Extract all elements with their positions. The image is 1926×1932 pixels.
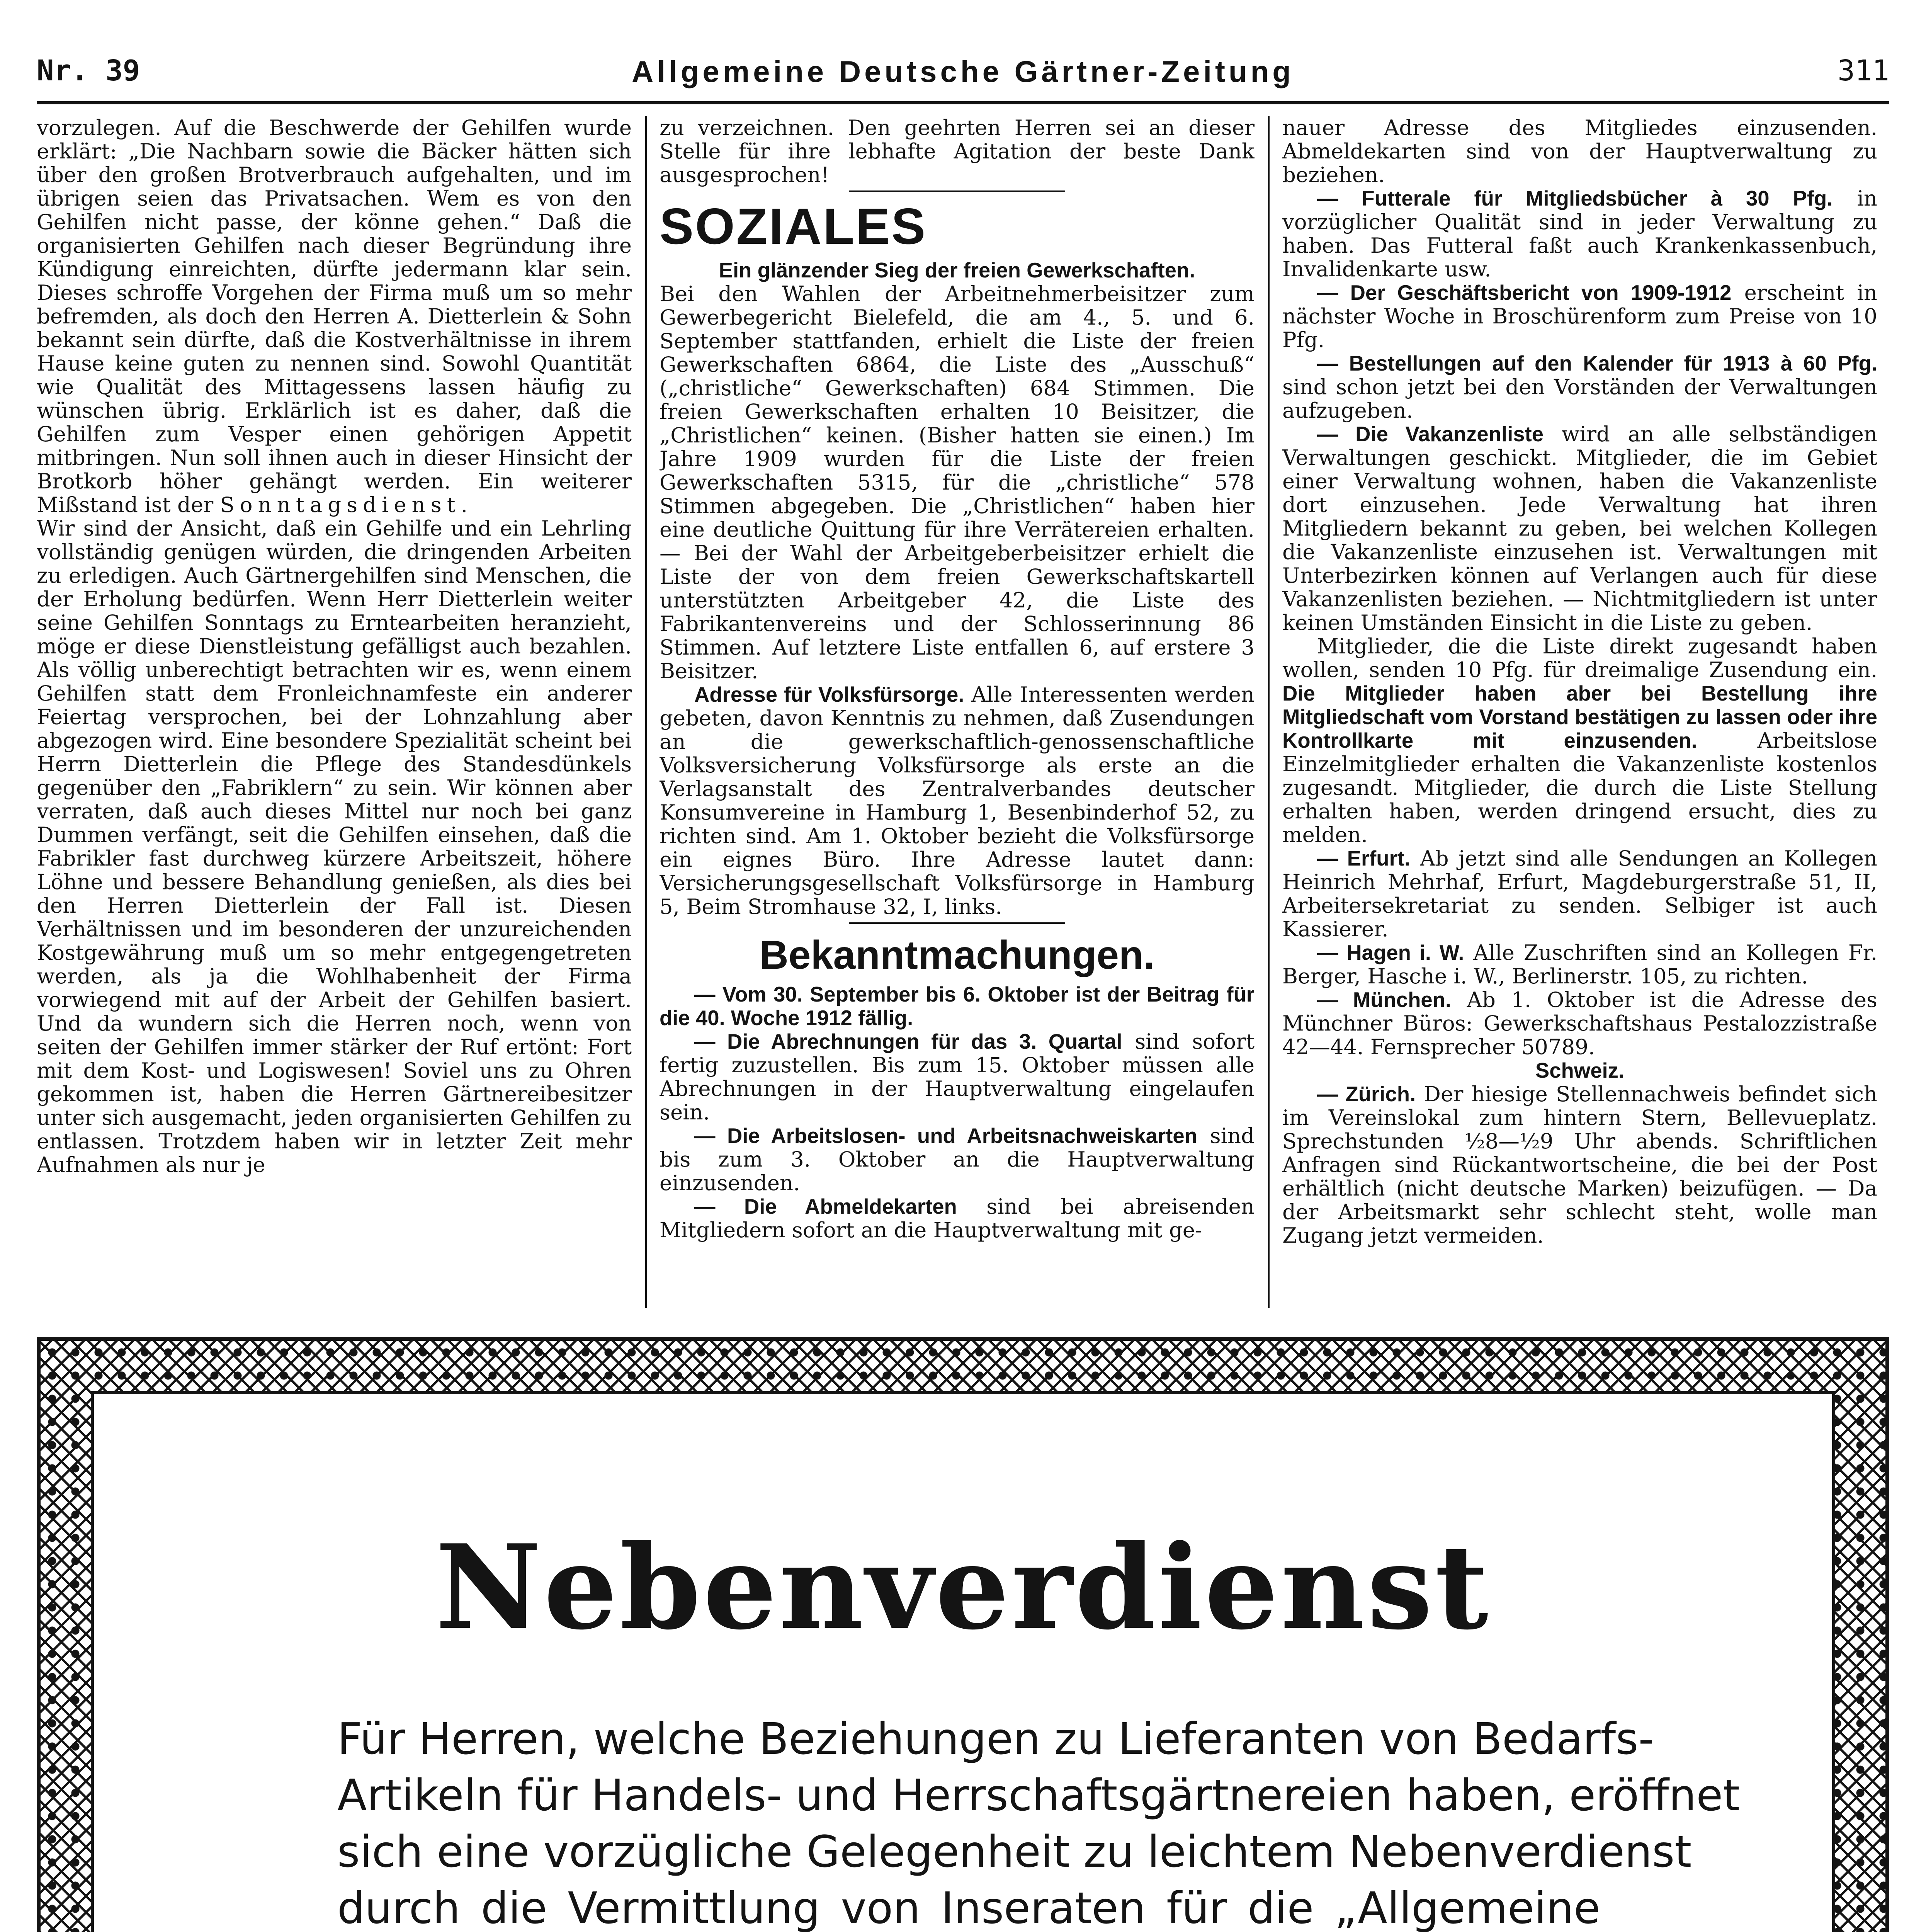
article-text: Alle Interessenten werden gebeten, davon Kenntnis zu nehmen, daß Zusendungen an die gewerkschaftlich-genossenschaftliche Volksversicherung Volksfürsorge als erste an die Verlagsanstalt des Zentralverbandes deutscher Konsumvereine in Hamburg 1, Besenbinderhof 52, zu richten sind. Am 1. Oktober bezieht die Volksfürsorge ein eignes Büro. Ihre Adresse lautet dann: Versicherungsgesellschaft Volksfürsorge in Hamburg 5, Beim Stromhause 32, I, links. [660, 682, 1255, 919]
notice-item [1282, 281, 1877, 352]
notice-item [1282, 422, 1877, 634]
notice-text: Ab 1. Oktober ist die Adresse des Münchner Büros: Gewerkschaftshaus Pestalozzistraße 42—44. Fernsprecher 50789. [1282, 987, 1877, 1059]
item-heading: Ein glänzender Sieg der freien Gewerkschaften. [719, 259, 1195, 282]
notice-item [1282, 988, 1877, 1059]
notice-text: sind bei abreisenden Mitgliedern sofort an die Hauptverwaltung mit ge- [660, 1194, 1255, 1242]
notice-title: — Bestellungen auf den Kalender für 1913 à 60 Pfg. [1317, 352, 1877, 375]
ad-line: Für Herren, welche Beziehungen zu Lieferanten von Bedarfs- [337, 1714, 1654, 1764]
notice-item [1282, 1082, 1877, 1247]
notice-title: — Die Abrechnungen für das 3. Quartal [694, 1030, 1122, 1053]
ad-body [337, 1711, 1740, 1932]
masthead: Allgemeine Deutsche Gärtner-Zeitung [632, 54, 1294, 88]
article-paragraph [660, 683, 1255, 918]
page-number: 311 [1838, 54, 1889, 87]
ad-line: durch die Vermittlung von Inseraten für die „Allgemeine [337, 1883, 1600, 1932]
notice-title: — Zürich. [1317, 1082, 1416, 1106]
notice-title: — München. [1317, 988, 1452, 1012]
header-rule [37, 101, 1889, 104]
column-rule [1268, 116, 1270, 1308]
notice-item [660, 1195, 1255, 1242]
notice-text: Der hiesige Stellennachweis befindet sich im Vereinslokal zum hintern Stern, Bellevueplatz. Sprechstunden ½8—½9 Uhr abends. Schriftlichen Anfragen sind Rückantwortscheine, die bei der Post erhältlich (nicht deutsche Marken) beizufügen. — Da der Arbeitsmarkt sehr schlecht steht, wolle man Zugang jetzt vermeiden. [1282, 1082, 1877, 1248]
section-heading-soziales: SOZIALES [660, 198, 927, 255]
ad-line: Artikeln für Handels- und Herrschaftsgärtnereien haben, eröffnet [337, 1770, 1740, 1821]
article-text: vorzulegen. Auf die Beschwerde der Gehilfen wurde erklärt: „Die Nachbarn sowie die Bäcker hätten sich über den großen Brotverbrauch aufgehalten, und im übrigen seien das Privatsachen. Wem es von den Gehilfen nicht passe, der könne gehen.“ Daß die organisierten Gehilfen nach dieser Begründung ihre Kündigung einreichten, dürfte jedermann klar sein. Dieses schroffe Vorgehen der Firma muß um so mehr befremden, als doch den Herren A. Dietterlein & Sohn bekannt sein dürfte, daß die Kostverhältnisse in ihrem Hause keine guten zu nennen sind. Sowohl Quantität wie Qualität des Mittagessens lassen häufig zu wünschen übrig. Erklärlich ist es daher, daß die Gehilfen zum Vesper einen gehörigen Appetit mitbringen. Nun soll ihnen auch in dieser Hinsicht der Brotkorb höher gehängt werden. Ein weiterer Mißstand ist der [37, 116, 632, 517]
ad-line: sich eine vorzügliche Gelegenheit zu leichtem Nebenverdienst [337, 1827, 1692, 1877]
notice-title: — Hagen i. W. [1317, 941, 1464, 964]
ad-title: Nebenverdienst [435, 1519, 1491, 1655]
emphasis-text: Sonntagsdienst. [220, 492, 473, 517]
article-paragraph: Bei den Wahlen der Arbeitnehmerbeisitzer zum Gewerbegericht Bielefeld, die am 4., 5. und 6. September stattfanden, erhielt die Liste der freien Gewerkschaften 6864, die Liste des „Ausschuß“ („christliche“ Gewerkschaften) 684 Stimmen. Die freien Gewerkschaften erhalten 10 Beisitzer, die „Christlichen“ keinen. (Bisher hatten sie einen.) Im Jahre 1909 wurden für die Liste der freien Gewerkschaften 5315, für die „christliche“ 578 Stimmen abgegeben. Die „Christlichen“ haben hier eine deutliche Quittung für ihre Verrätereien erhalten. — Bei der Wahl der Arbeitgeberbeisitzer erhielt die Liste der von dem freien Gewerkschaftskartell unterstützten Arbeitgeber 42, die Liste des Fabrikantenvereins und der Schlosserinnung 86 Stimmen. Auf letztere Liste entfallen 6, auf erstere 3 Beisitzer. [660, 281, 1255, 683]
notice-item [1282, 187, 1877, 281]
notice-item [660, 1030, 1255, 1124]
notice-item [660, 983, 1255, 1030]
article-paragraph: zu verzeichnen. Den geehrten Herren sei an dieser Stelle für ihre lebhafte Agitation der beste Dank ausgesprochen! [660, 116, 1255, 187]
advertisement-panel [91, 1391, 1835, 1932]
notice-text: Mitglieder, die die Liste direkt zugesandt haben wollen, senden 10 Pfg. für dreimalige Zusendung ein. [1282, 634, 1877, 682]
notice-title: — Erfurt. [1317, 847, 1411, 870]
article-columns [37, 116, 1889, 1308]
notice-text: sind bis zum 3. Oktober an die Hauptverwaltung einzusenden. [660, 1123, 1255, 1195]
notice-item [1282, 634, 1877, 847]
notice-title: — Futterale für Mitgliedsbücher à 30 Pfg. [1317, 187, 1833, 210]
notice-title: — Die Abmeldekarten [694, 1195, 957, 1218]
notice-title: — Vom 30. September bis 6. Oktober ist der Beitrag für die 40. Woche 1912 fällig. [660, 983, 1255, 1030]
notice-text: Arbeitslose Einzelmitglieder erhalten die Vakanzenliste kostenlos zugesandt. Mitglieder, die durch die Liste Stellung erhalten haben, werden dringend ersucht, dies zu melden. [1282, 728, 1877, 847]
notice-title: — Die Arbeitslosen- und Arbeitsnachweiskarten [694, 1124, 1197, 1148]
notice-text: sind sofort fertig zuzustellen. Bis zum 15. Oktober müssen alle Abrechnungen in der Hauptverwaltung eingelaufen sein. [660, 1029, 1255, 1124]
subsection-heading: Schweiz. [1535, 1059, 1625, 1082]
notice-text: Alle Zuschriften sind an Kollegen Fr. Berger, Hasche i. W., Berlinerstr. 105, zu richten. [1282, 940, 1877, 988]
column-1 [37, 116, 632, 1308]
notice-emphasis: Die Mitglieder haben aber bei Bestellung ihre Mitgliedschaft vom Vorstand bestätigen zu lassen oder ihre Kontrollkarte mit einzusenden. [1282, 682, 1877, 752]
advertisement [37, 1337, 1889, 1932]
notice-item [1282, 352, 1877, 422]
article-paragraph [37, 116, 632, 517]
page-header [37, 46, 1889, 104]
section-divider [849, 190, 1065, 192]
notice-title: — Der Geschäftsbericht von 1909-1912 [1317, 281, 1732, 304]
notice-text: nauer Adresse des Mitgliedes einzusenden. Abmeldekarten sind von der Hauptverwaltung zu beziehen. [1282, 116, 1877, 187]
notice-item [1282, 941, 1877, 988]
notice-item [1282, 847, 1877, 941]
notice-text: Ab jetzt sind alle Sendungen an Kollegen Heinrich Mehrhaf, Erfurt, Magdeburgerstraße 51, II, Arbeitersekretariat zu senden. Selbiger ist auch Kassierer. [1282, 846, 1877, 941]
section-divider [849, 922, 1065, 924]
notice-text: wird an alle selbständigen Verwaltungen geschickt. Mitglieder, die im Gebiet einer Verwaltung wohnen, haben die Vakanzenliste dort einzusehen. Jede Verwaltung hat ihren Mitgliedern bekannt zu geben, bei welchen Kollegen die Vakanzenliste einzusehen ist. Verwaltungen mit Unterbezirken können auf Verlangen auch für diese Vakanzenlisten beziehen. — Nichtmitgliedern ist unter keinen Umständen Einsicht in die Liste zu geben. [1282, 422, 1877, 635]
issue-number: Nr. 39 [37, 54, 140, 87]
section-heading-bekanntmachungen: Bekanntmachungen. [759, 933, 1155, 978]
column-2 [660, 116, 1255, 1308]
notice-title: — Die Vakanzenliste [1317, 422, 1544, 446]
item-heading: Adresse für Volksfürsorge. [694, 683, 964, 706]
notice-item [660, 1124, 1255, 1195]
column-rule [645, 116, 647, 1308]
article-paragraph: Wir sind der Ansicht, daß ein Gehilfe und ein Lehrling vollständig genügen würden, die dringenden Arbeiten zu erledigen. Auch Gärtnergehilfen sind Menschen, die der Erholung bedürfen. Wenn Herr Dietterlein weiter seine Gehilfen Sonntags zu Erntearbeiten heranzieht, möge er diese Dienstleistung gefälligst auch bezahlen. Als völlig unberechtigt betrachten wir es, wenn einem Gehilfen statt dem Fronleichnamfeste ein anderer Feiertag versprochen, bei der Lohnzahlung aber abgezogen wird. Eine besondere Spezialität scheint bei Herrn Dietterlein die Pflege des Standesdünkels gegenüber den „Fabriklern“ zu sein. Wir können aber verraten, daß auch dieses Mittel nur noch bei ganz Dummen verfängt, seit die Gehilfen einsehen, daß die Fabrikler fast durchweg kürzere Arbeitszeit, höhere Löhne und bessere Behandlung genießen, als dies bei den Herren Dietterlein der Fall ist. Diesen Verhältnissen und im besonderen der unzureichenden Kostgewährung muß um so mehr entgegengetreten werden, als ja die Wohlhabenheit der Firma vorwiegend mit auf der Arbeit der Gehilfen basiert. Und da wundern sich die Herren noch, wenn von seiten der Gehilfen immer stärker der Ruf ertönt: Fort mit dem Kost- und Logiswesen! Soviel uns zu Ohren gekommen ist, haben die Herren Gärtnereibesitzer unter sich ausgemacht, jeden organisierten Gehilfen zu entlassen. Trotzdem haben wir in letzter Zeit mehr Aufnahmen als nur je [37, 516, 632, 1177]
notice-text: erscheint in nächster Woche in Broschürenform zum Preise von 10 Pfg. [1282, 280, 1877, 352]
notice-text: sind schon jetzt bei den Vorständen der Verwaltungen aufzugeben. [1282, 374, 1877, 423]
notice-text: in vorzüglicher Qualität sind in jeder Verwaltung zu haben. Das Futteral faßt auch Krankenkassenbuch, Invalidenkarte usw. [1282, 186, 1877, 281]
column-3 [1282, 116, 1877, 1308]
